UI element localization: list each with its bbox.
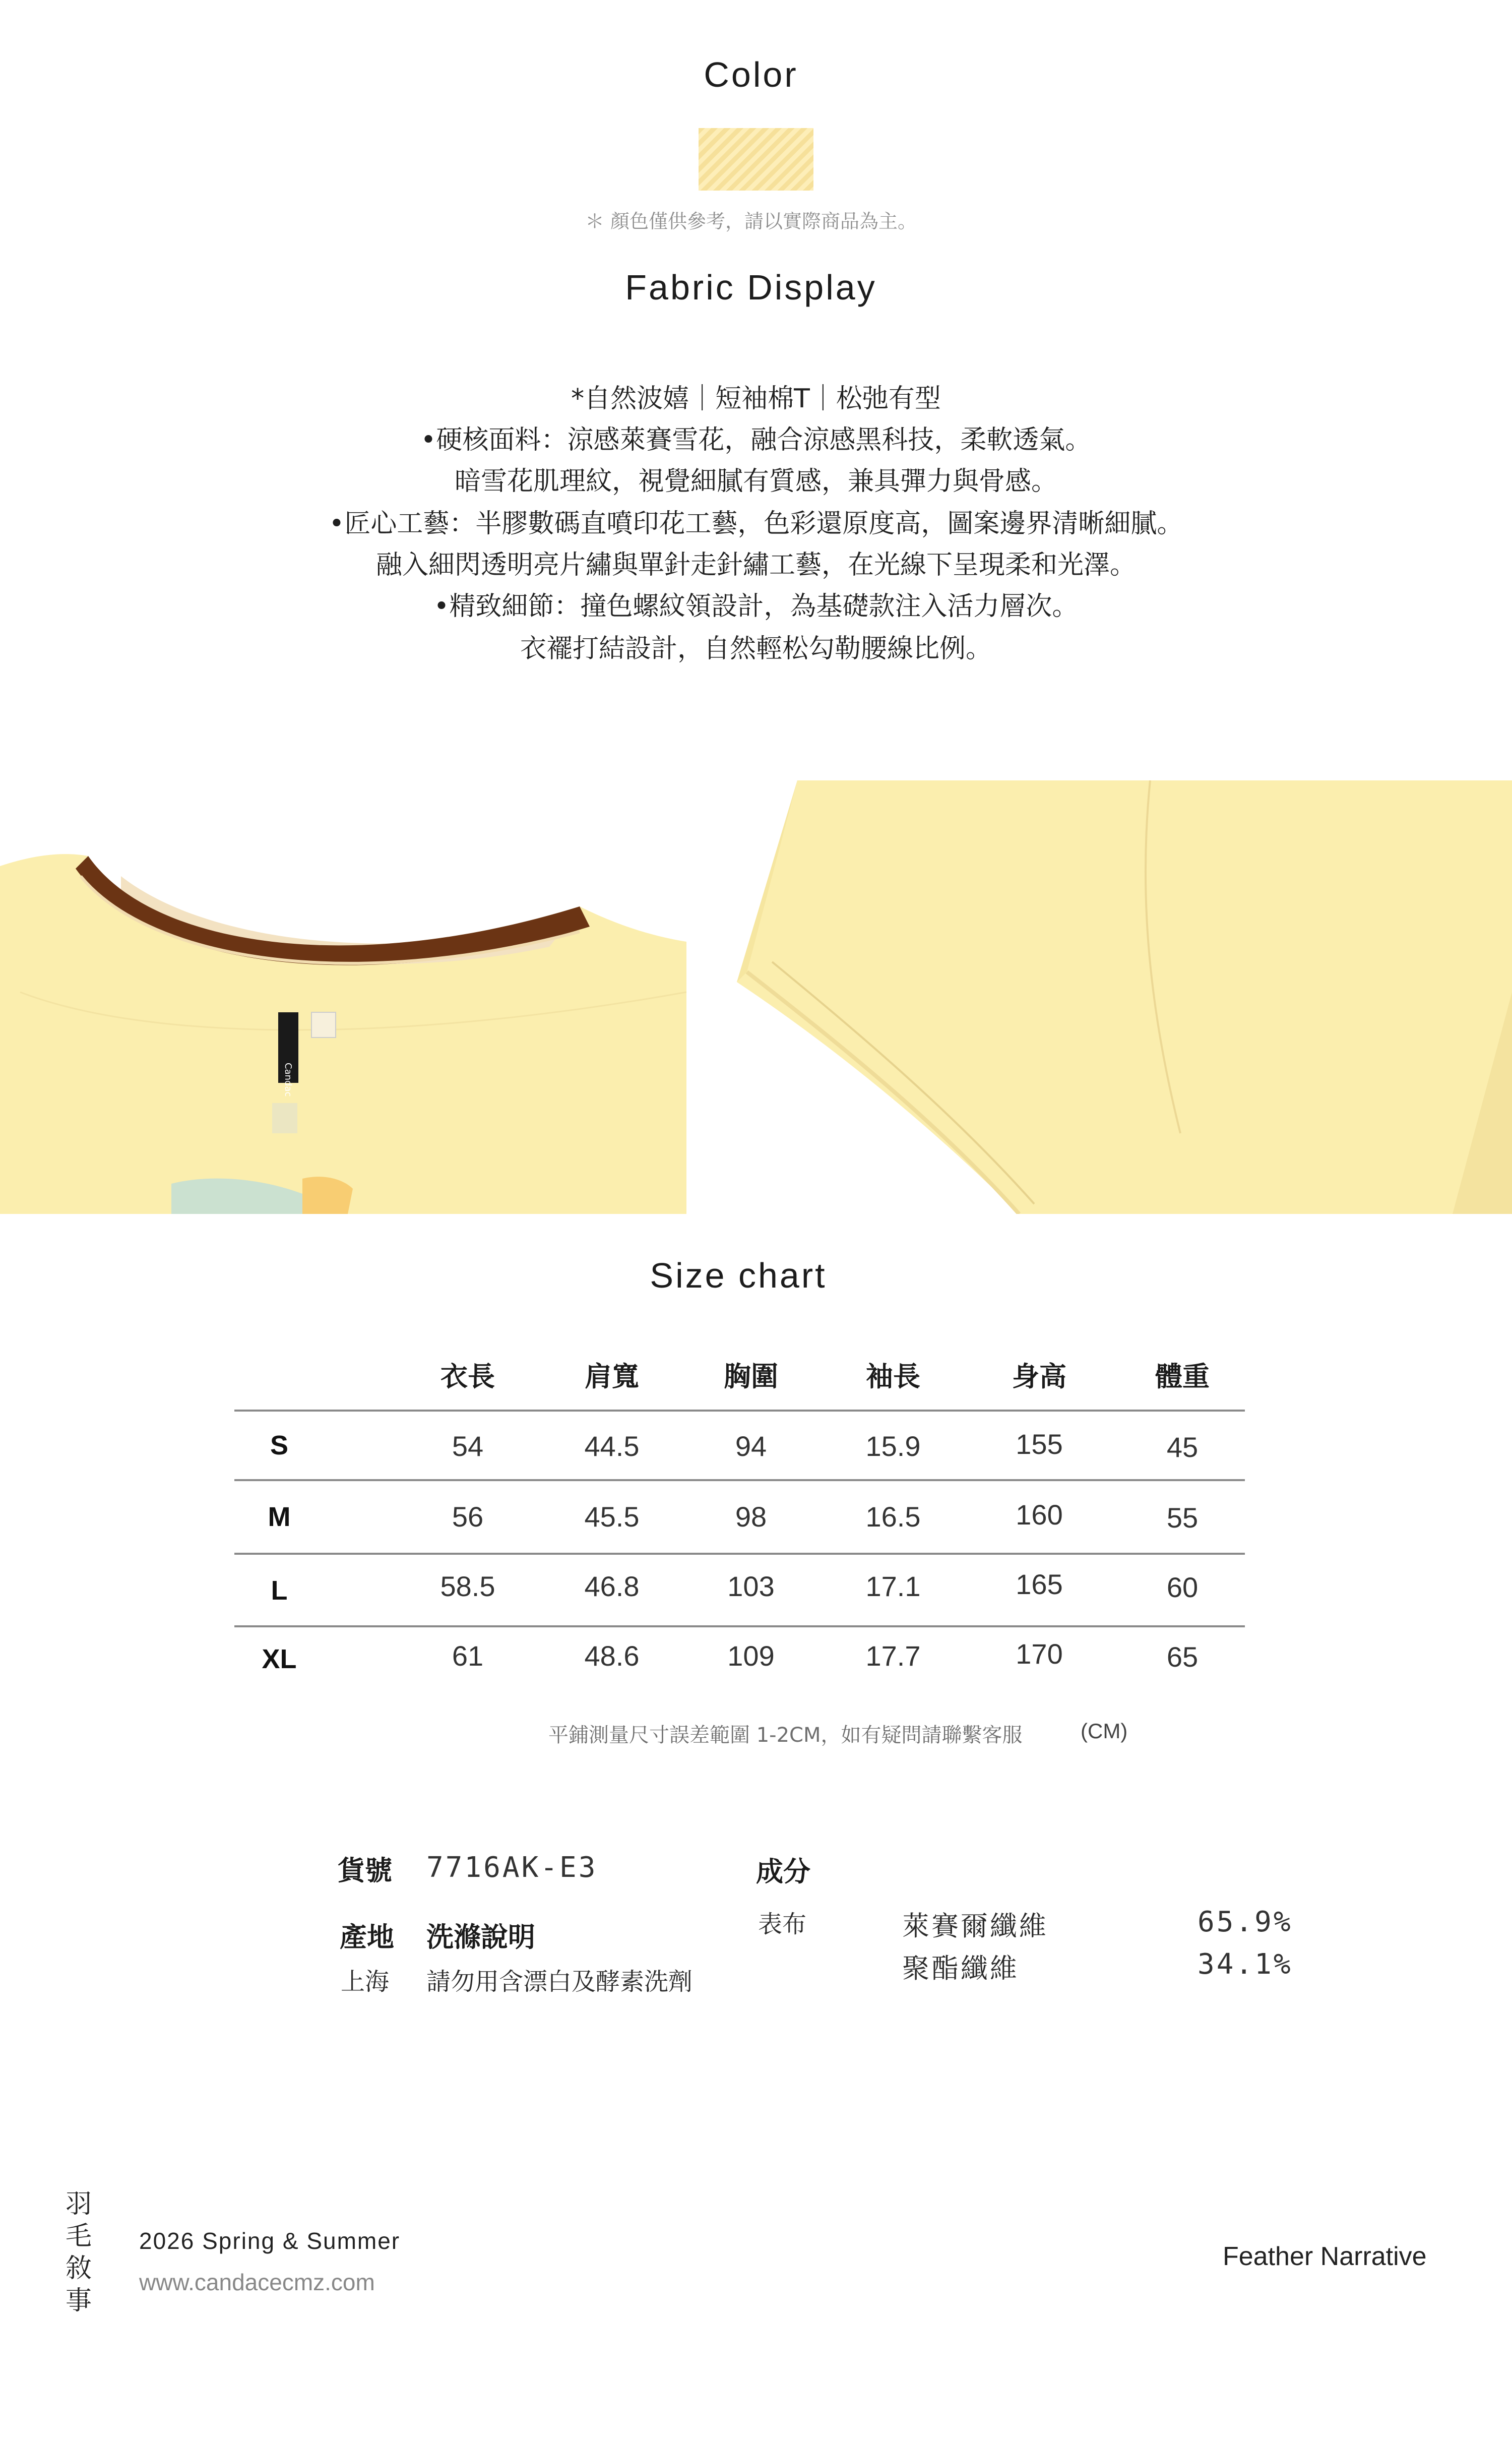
table-divider: [234, 1410, 1245, 1412]
origin-label: 產地: [340, 1921, 394, 1953]
fabric-part-label: 表布: [758, 1910, 807, 1938]
size-cell: 54: [452, 1430, 484, 1462]
size-cell: 17.7: [865, 1640, 921, 1672]
care-label: 洗滌說明: [426, 1921, 535, 1953]
material-name: 萊賽爾纖維: [902, 1910, 1048, 1942]
size-col-header: 體重: [1155, 1361, 1210, 1392]
size-col-header: 胸圍: [724, 1361, 778, 1392]
size-cell: 46.8: [584, 1570, 640, 1602]
item-no-value: 7716AK-E3: [426, 1851, 598, 1884]
size-cell: 45.5: [584, 1501, 640, 1533]
size-unit: (CM): [1081, 1719, 1128, 1743]
size-col-header: 肩寬: [585, 1361, 639, 1392]
size-col-header: 袖長: [866, 1361, 920, 1392]
size-cell: 44.5: [584, 1430, 640, 1462]
item-no-label: 貨號: [338, 1855, 392, 1886]
size-cell: 56: [452, 1501, 484, 1533]
material-percent: 34.1%: [1198, 1948, 1293, 1981]
composition-label: 成分: [756, 1856, 810, 1887]
table-divider: [234, 1625, 1245, 1627]
origin-value: 上海: [341, 1968, 390, 1996]
color-section-title: Color: [704, 55, 798, 94]
size-cell: 165: [1016, 1568, 1063, 1600]
table-divider: [234, 1479, 1245, 1481]
color-note: ＊ 顏色僅供參考，請以實際商品為主。: [585, 210, 917, 232]
size-cell: 61: [452, 1640, 484, 1672]
size-row-label: M: [268, 1502, 291, 1532]
size-cell: 98: [735, 1501, 767, 1533]
material-percent: 65.9%: [1198, 1906, 1293, 1938]
size-cell: 103: [727, 1570, 775, 1602]
website-link[interactable]: www.candacecmz.com: [139, 2269, 375, 2295]
brand-char: 羽: [65, 2189, 92, 2219]
size-cell: 15.9: [865, 1430, 921, 1462]
size-row-label: L: [271, 1575, 288, 1606]
fabric-section-title: Fabric Display: [625, 268, 877, 307]
fabric-desc-line: 暗雪花肌理紋，視覺細膩有質感，兼具彈力與骨感。: [454, 466, 1057, 497]
size-cell: 58.5: [440, 1570, 495, 1602]
size-cell: 45: [1166, 1431, 1199, 1463]
size-cell: 55: [1166, 1502, 1199, 1534]
size-cell: 60: [1166, 1571, 1199, 1603]
brand-char: 事: [65, 2286, 92, 2316]
sleeve-detail-photo: [737, 780, 1512, 1214]
size-cell: 170: [1016, 1638, 1063, 1670]
size-chart-title: Size chart: [650, 1256, 827, 1295]
fabric-desc-line: 融入細閃透明亮片繡與單針走針繡工藝，在光線下呈現柔和光澤。: [375, 550, 1136, 580]
season-label: 2026 Spring & Summer: [139, 2228, 401, 2254]
fabric-desc-line: •硬核面料：涼感萊賽雪花，融合涼感黑科技，柔軟透氣。: [420, 425, 1092, 455]
fabric-desc-line: •匠心工藝：半膠數碼直噴印花工藝，色彩還原度高，圖案邊界清晰細膩。: [329, 509, 1183, 539]
brand-name-en: Feather Narrative: [1223, 2242, 1427, 2271]
fabric-desc-line: *自然波嬉｜短袖棉T｜松弛有型: [571, 384, 941, 414]
table-divider: [234, 1553, 1245, 1555]
size-cell: 17.1: [865, 1570, 921, 1602]
collar-brand-label: Candac: [283, 1063, 293, 1097]
size-cell: 160: [1016, 1499, 1063, 1531]
size-cell: 48.6: [584, 1640, 640, 1672]
brand-name-cn: [64, 2188, 94, 2317]
size-col-header: 身高: [1012, 1361, 1066, 1392]
fabric-desc-line: 衣襬打結設計，自然輕松勾勒腰線比例。: [520, 634, 992, 664]
collar-detail-photo: [0, 780, 686, 1214]
size-cell: 65: [1166, 1641, 1199, 1673]
color-swatch[interactable]: [699, 128, 813, 191]
fabric-desc-line: •精致細節：撞色螺紋領設計，為基礎款注入活力層次。: [433, 591, 1079, 622]
size-row-label: XL: [262, 1644, 297, 1674]
brand-char: 敘: [65, 2253, 92, 2284]
size-col-header: 衣長: [440, 1361, 495, 1392]
size-cell: 16.5: [865, 1501, 921, 1533]
material-name: 聚酯纖維: [902, 1952, 1019, 1984]
care-value: 請勿用含漂白及酵素洗劑: [426, 1968, 693, 1996]
size-cell: 155: [1016, 1428, 1063, 1460]
brand-char: 毛: [65, 2221, 92, 2251]
size-measure-note: 平鋪測量尺寸誤差範圍 1-2CM，如有疑問請聯繫客服: [548, 1724, 1023, 1747]
size-cell: 94: [735, 1430, 767, 1462]
size-row-label: S: [270, 1430, 289, 1460]
size-cell: 109: [727, 1640, 775, 1672]
